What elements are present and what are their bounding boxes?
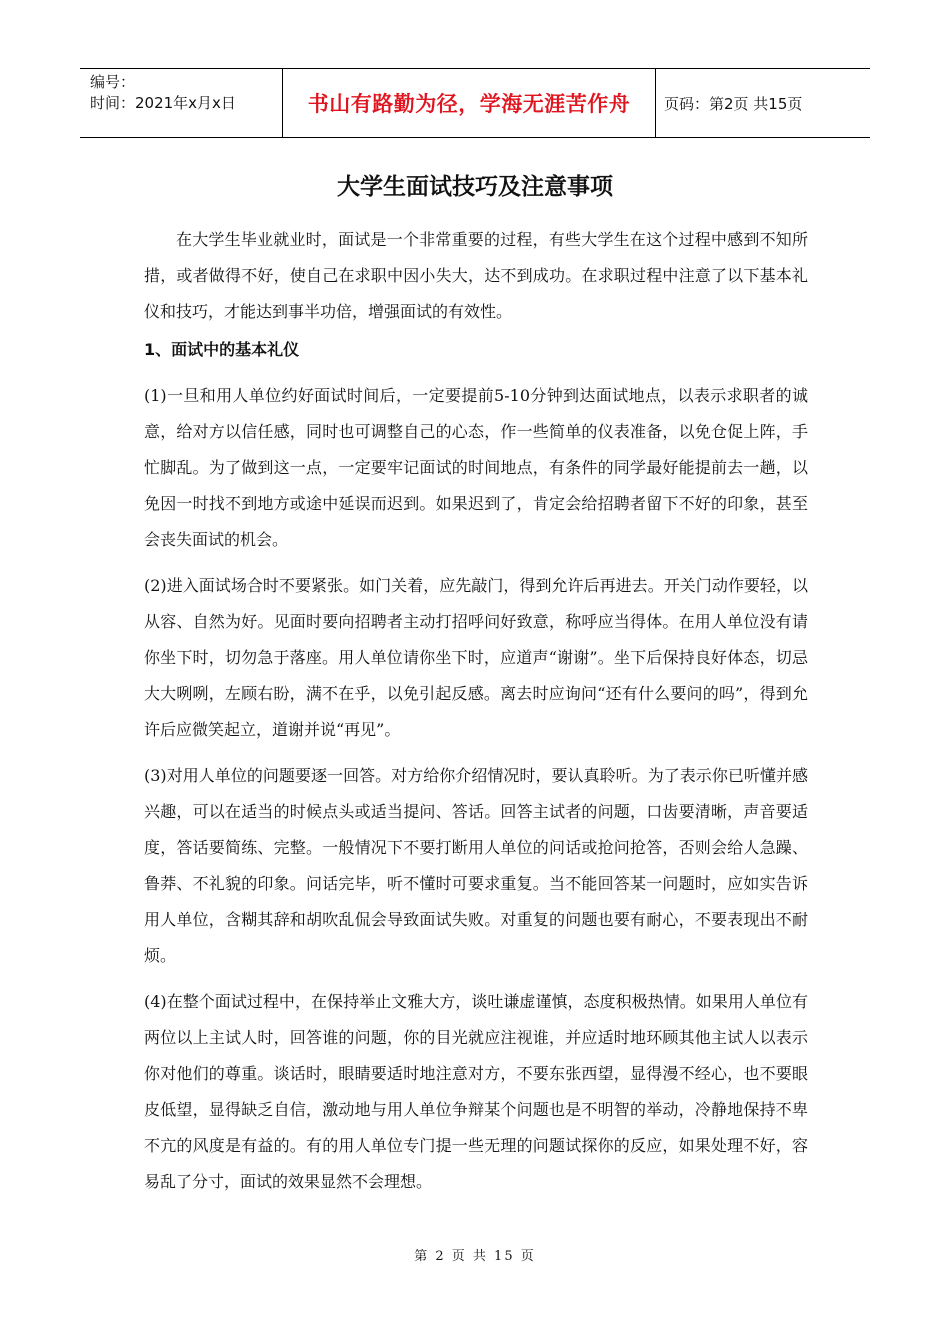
document-number-label: 编号： xyxy=(90,73,136,91)
header-page-code: 页码：第2页 共15页 xyxy=(664,94,803,113)
page-footer: 第 2 页 共 15 页 xyxy=(414,1249,536,1264)
header-motto: 书山有路勤为径，学海无涯苦作舟 xyxy=(307,92,631,116)
header-meta xyxy=(80,69,282,137)
intro-paragraph: 在大学生毕业就业时，面试是一个非常重要的过程，有些大学生在这个过程中感到不知所措，或者做得不好，使自己在求职中因小失大，达不到成功。在求职过程中注意了以下基本礼仪和技巧，才能达到事半功倍，增强面试的有效性。 xyxy=(144,230,808,321)
header-page-code-cell xyxy=(656,69,870,137)
document-date-label: 时间：2021年x月x日 xyxy=(90,94,236,112)
body-paragraph-3: (3)对用人单位的问题要逐一回答。对方给你介绍情况时，要认真聆听。为了表示你已听懂并感兴趣，可以在适当的时候点头或适当提问、答话。回答主试者的问题，口齿要清晰，声音要适度，答话要简练、完整。一般情况下不要打断用人单位的问话或抢问抢答，否则会给人急躁、鲁莽、不礼貌的印象。问话完毕，听不懂时可要求重复。当不能回答某一问题时，应如实告诉用人单位，含糊其辞和胡吹乱侃会导致面试失败。对重复的问题也要有耐心，不要表现出不耐烦。 xyxy=(144,766,808,965)
body-paragraph-2: (2)进入面试场合时不要紧张。如门关着，应先敲门，得到允许后再进去。开关门动作要轻，以从容、自然为好。见面时要向招聘者主动打招呼问好致意，称呼应当得体。在用人单位没有请你坐下时，切勿急于落座。用人单位请你坐下时，应道声“谢谢”。坐下后保持良好体态，切忌大大咧咧，左顾右盼，满不在乎，以免引起反感。离去时应询问“还有什么要问的吗”，得到允许后应微笑起立，道谢并说“再见”。 xyxy=(144,576,808,739)
body-paragraph-1: (1)一旦和用人单位约好面试时间后，一定要提前5-10分钟到达面试地点，以表示求职者的诚意，给对方以信任感，同时也可调整自己的心态，作一些简单的仪表准备，以免仓促上阵，手忙脚乱。为了做到这一点，一定要牢记面试的时间地点，有条件的同学最好能提前去一趟，以免因一时找不到地方或途中延误而迟到。如果迟到了，肯定会给招聘者留下不好的印象，甚至会丧失面试的机会。 xyxy=(144,386,808,549)
document-header xyxy=(80,68,870,138)
document-title: 大学生面试技巧及注意事项 xyxy=(337,174,613,200)
section-heading: 1、面试中的基本礼仪 xyxy=(144,340,300,359)
body-paragraph-4: (4)在整个面试过程中，在保持举止文雅大方，谈吐谦虚谨慎，态度积极热情。如果用人单位有两位以上主试人时，回答谁的问题，你的目光就应注视谁，并应适时地环顾其他主试人以表示你对他们的尊重。谈话时，眼睛要适时地注意对方，不要东张西望，显得漫不经心，也不要眼皮低望，显得缺乏自信，激动地与用人单位争辩某个问题也是不明智的举动，冷静地保持不卑不亢的风度是有益的。有的用人单位专门提一些无理的问题试探你的反应，如果处理不好，容易乱了分寸，面试的效果显然不会理想。 xyxy=(144,992,808,1191)
document-body xyxy=(144,222,808,1210)
header-motto-cell xyxy=(282,69,656,137)
